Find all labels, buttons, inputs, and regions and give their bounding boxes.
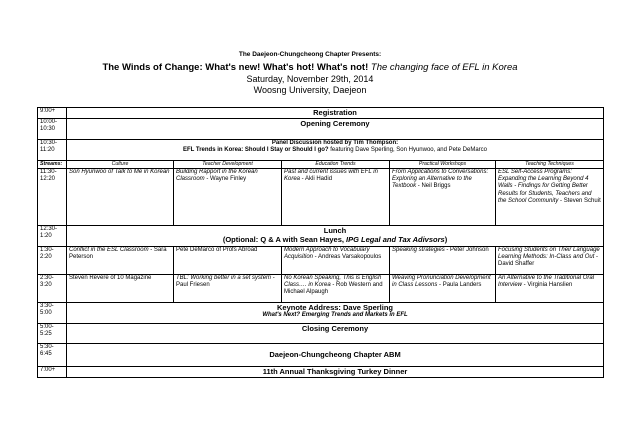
row-panel xyxy=(38,140,604,161)
stream-education-trends: Education Trends xyxy=(282,161,390,169)
keynote-subtitle: What's Next? Emerging Trends and Markets in EFL xyxy=(262,311,408,318)
session-presenter: - Rob Western and Michael Alpaugh xyxy=(284,281,383,296)
registration-cell: Registration xyxy=(67,108,604,119)
session-cell xyxy=(282,246,390,274)
session-title: ESL Self-Access Programs: Expanding the Learning Beyond 4 Walls - Findings for Getting Better Results for Students, Teachers and the School Community xyxy=(498,168,592,205)
session-title: Conflict in the ESL Classroom xyxy=(69,246,149,253)
session-cell xyxy=(67,246,174,274)
session-presenter: - Peter Johnson xyxy=(444,246,489,253)
session-presenter: - David Shaffer xyxy=(498,253,599,268)
row-registration xyxy=(38,108,604,119)
lunch-optional-pre: (Optional: Q & A with Sean Hayes, xyxy=(222,234,347,244)
time-cell: 5:30- 6:45 xyxy=(38,343,67,366)
session-cell xyxy=(390,168,496,225)
opening-cell: Opening Ceremony xyxy=(67,119,604,140)
time-cell: 3:30- 5:00 xyxy=(38,302,67,323)
panel-topic xyxy=(69,147,601,154)
time-cell: 5:00- 5:25 xyxy=(38,323,67,343)
panel-topic-speakers: featuring Dave Sperling, Son Hyunwoo, and Pete DeMarco xyxy=(328,147,488,154)
session-cell xyxy=(496,246,604,274)
panel-cell xyxy=(67,140,604,161)
presenter-line: The Daejeon-Chungcheong Chapter Presents: xyxy=(238,51,382,58)
session-cell xyxy=(496,168,604,225)
row-session-3 xyxy=(38,274,604,302)
event-date: Saturday, November 29th, 2014 xyxy=(246,74,374,84)
session-cell xyxy=(390,246,496,274)
session-presenter: - Paul Friesen xyxy=(176,274,275,288)
session-cell xyxy=(282,168,390,225)
event-venue: Woosng University, Daejeon xyxy=(253,85,367,95)
session-presenter: - Neil Briggs xyxy=(416,183,451,190)
streams-header-row xyxy=(38,161,604,169)
closing-cell: Closing Ceremony xyxy=(67,323,604,343)
row-keynote xyxy=(38,302,604,323)
time-cell: 1:30- 2:20 xyxy=(38,246,67,274)
abm-cell: Daejeon-Chungcheong Chapter ABM xyxy=(67,343,604,366)
stream-teacher-development: Teacher Development xyxy=(174,161,282,169)
panel-host: Panel Discussion hosted by Tim Thompson: xyxy=(271,140,399,146)
lunch-optional-post: ) xyxy=(444,234,448,244)
session-cell xyxy=(496,274,604,302)
keynote-cell xyxy=(67,302,604,323)
session-title: Building Rapport in the Korean Classroom xyxy=(176,168,258,182)
row-dinner xyxy=(38,366,604,377)
time-cell: 10:30- 11:20 xyxy=(38,140,67,161)
lunch-optional xyxy=(69,235,601,244)
session-presenter: Pete DeMarco of Profs Abroad xyxy=(176,246,258,253)
session-presenter: - Paula Landers xyxy=(437,281,482,288)
session-title: Speaking strategies xyxy=(392,246,445,253)
time-cell: 10:00- 10:30 xyxy=(38,119,67,140)
lunch-cell xyxy=(67,225,604,246)
panel-topic-title: EFL Trends in Korea: Should I Stay or Should I go? xyxy=(183,147,329,154)
session-presenter: - Sara Peterson xyxy=(69,246,167,260)
session-title: From Applications to Conversations: Exploring an Alternative to the Textbook xyxy=(392,168,489,190)
stream-culture: Culture xyxy=(67,161,174,169)
session-cell xyxy=(67,274,174,302)
session-cell xyxy=(67,168,174,225)
row-lunch xyxy=(38,225,604,246)
session-presenter: Steven Revere of 10 Magazine xyxy=(69,274,152,281)
dinner-cell: 11th Annual Thanksgiving Turkey Dinner xyxy=(67,366,604,377)
stream-teaching-techniques: Teaching Techniques xyxy=(496,161,604,169)
time-cell: 12:30- 1:20 xyxy=(38,225,67,246)
row-session-2 xyxy=(38,246,604,274)
time-cell: 2:30- 3:20 xyxy=(38,274,67,302)
lunch-title: Lunch xyxy=(323,225,347,235)
session-title: Past and current issues with EFL in Korea xyxy=(284,168,378,182)
session-title: Son Hyunwoo of Talk to Me in Korean xyxy=(69,168,170,175)
session-presenter: - Virginia Hanslien xyxy=(522,281,573,288)
session-presenter: - Andreas Varsakopoulos xyxy=(313,253,382,260)
session-cell xyxy=(282,274,390,302)
session-presenter: - Akli Hadid xyxy=(300,175,333,182)
keynote-title: Keynote Address: Dave Sperling xyxy=(277,302,394,312)
row-closing xyxy=(38,323,604,343)
session-title: Modern Approach to Vocabulary Acquisition xyxy=(284,246,370,260)
time-cell: 9:00+ xyxy=(38,108,67,119)
session-cell xyxy=(390,274,496,302)
streams-label: Streams: xyxy=(38,161,67,169)
row-opening xyxy=(38,119,604,140)
row-abm xyxy=(38,343,604,366)
session-title: No Korean Speaking, This is English Class…. in Korea xyxy=(284,274,382,288)
time-cell: 11:30- 12:20 xyxy=(38,168,67,225)
time-cell: 7:00+ xyxy=(38,366,67,377)
session-presenter: - Wayne Finley xyxy=(204,175,247,182)
session-presenter: - Steven Schuit xyxy=(558,198,601,205)
row-session-1 xyxy=(38,168,604,225)
event-title xyxy=(0,62,620,74)
session-title: Focusing Students on Their Language Learning Methods: In-Class and Out xyxy=(498,246,600,260)
event-title-italic: The changing face of EFL in Korea xyxy=(370,62,518,73)
session-title: TBL: Working better in a set system xyxy=(176,274,272,281)
schedule-table xyxy=(37,107,604,378)
event-title-bold: The Winds of Change: What's new! What's hot! What's not! xyxy=(102,62,369,73)
session-cell xyxy=(174,168,282,225)
lunch-optional-company: IPG Legal and Tax Adivsors xyxy=(346,234,445,244)
session-title: Weaving Pronunciation Development in Class Lessons xyxy=(392,274,491,288)
session-cell xyxy=(174,246,282,274)
flyer-header xyxy=(0,50,620,96)
stream-practical-workshops: Practical Workshops xyxy=(390,161,496,169)
session-title: An Alternative to the Traditional Oral Interview xyxy=(498,274,595,288)
session-cell xyxy=(174,274,282,302)
